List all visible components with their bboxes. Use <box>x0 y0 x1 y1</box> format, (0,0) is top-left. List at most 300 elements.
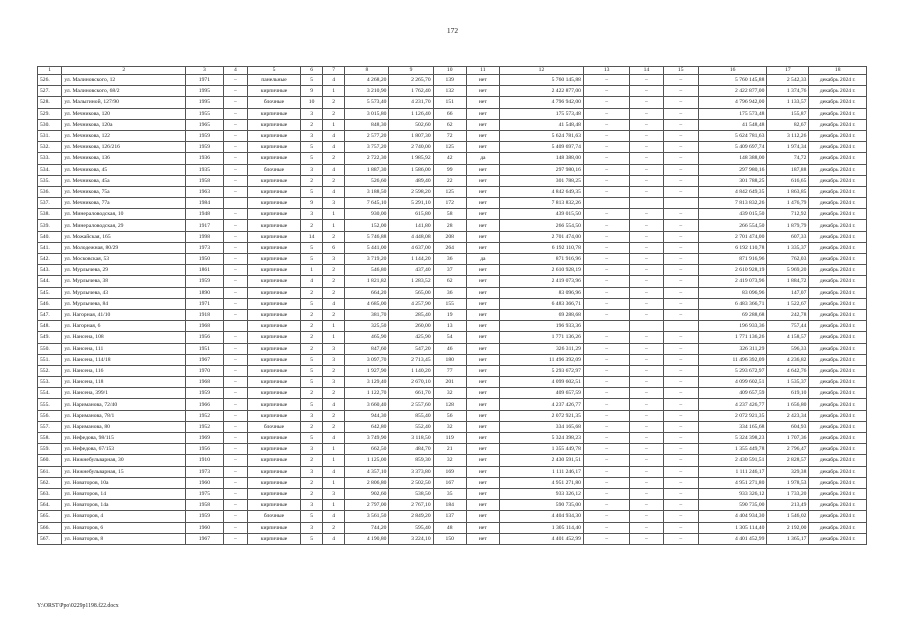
table-cell: – <box>630 75 663 86</box>
table-cell: ул. Малиновского, 12 <box>62 75 186 86</box>
table-cell: нет <box>466 433 499 444</box>
table-cell: 549. <box>38 332 62 343</box>
table-row <box>38 399 867 410</box>
table-cell: ул. Нариманова, 72/40 <box>62 399 186 410</box>
table-cell: – <box>223 97 247 108</box>
table-cell: – <box>583 500 629 511</box>
table-cell: 13 <box>433 321 466 332</box>
table-cell: 2 423,34 <box>767 410 809 421</box>
table-cell: 1959 <box>186 130 224 141</box>
table-row <box>38 309 867 320</box>
table-cell: 2 419 073,96 <box>698 276 767 287</box>
table-cell: 266 554,50 <box>499 220 583 231</box>
table-cell: 4 268,20 <box>345 75 389 86</box>
table-cell: 5 <box>301 399 323 410</box>
table-cell: декабрь 2024 г. <box>809 220 867 231</box>
table-cell: блочные <box>248 511 301 522</box>
table-cell: 1 126,40 <box>389 108 433 119</box>
table-cell: – <box>223 75 247 86</box>
table-cell: 41 548,48 <box>698 119 767 130</box>
table-cell: – <box>630 86 663 97</box>
table-cell: – <box>223 421 247 432</box>
table-cell: 3 <box>323 488 345 499</box>
table-cell: – <box>663 410 698 421</box>
table-cell: кирпичные <box>248 399 301 410</box>
table-cell: 439 015,50 <box>698 209 767 220</box>
column-header: 9 <box>389 67 433 75</box>
table-cell: – <box>583 488 629 499</box>
table-cell: ул. Мечникова, 75а <box>62 186 186 197</box>
table-cell: нет <box>466 354 499 365</box>
column-header: 5 <box>248 67 301 75</box>
table-cell: 502,60 <box>389 119 433 130</box>
table-cell: декабрь 2024 г. <box>809 365 867 376</box>
table-cell: 1 <box>323 477 345 488</box>
table-cell: 530. <box>38 119 62 130</box>
table-cell: – <box>663 388 698 399</box>
table-cell: 6 483 366,71 <box>499 298 583 309</box>
table-cell: – <box>583 153 629 164</box>
table-cell: ул. Нагорная, 6 <box>62 321 186 332</box>
table-cell: 551. <box>38 354 62 365</box>
table-cell: 3 224,10 <box>389 533 433 544</box>
table-cell: 4 <box>323 399 345 410</box>
table-row <box>38 365 867 376</box>
table-cell: 1959 <box>186 388 224 399</box>
table-cell: 242,78 <box>767 309 809 320</box>
table-cell: – <box>583 231 629 242</box>
column-header: 3 <box>186 67 224 75</box>
table-cell: декабрь 2024 г. <box>809 153 867 164</box>
table-cell: декабрь 2024 г. <box>809 433 867 444</box>
table-cell: 533. <box>38 153 62 164</box>
table-cell: – <box>663 399 698 410</box>
table-cell: 3 118,50 <box>389 433 433 444</box>
table-cell: 4 842 649,35 <box>698 186 767 197</box>
table-cell: декабрь 2024 г. <box>809 477 867 488</box>
table-cell: 3 <box>323 198 345 209</box>
table-cell: кирпичные <box>248 500 301 511</box>
table-cell: – <box>223 265 247 276</box>
table-cell: 526,60 <box>345 175 389 186</box>
table-cell: 2 <box>301 343 323 354</box>
table-cell: кирпичные <box>248 522 301 533</box>
table-cell: 1959 <box>186 511 224 522</box>
table-cell: декабрь 2024 г. <box>809 410 867 421</box>
table-cell: ул. Нижнебульварная, 15 <box>62 466 186 477</box>
table-cell: 541. <box>38 242 62 253</box>
table-cell: 2 <box>301 477 323 488</box>
table-cell: 4 <box>323 466 345 477</box>
table-cell: – <box>223 242 247 253</box>
table-cell: 1 476,79 <box>767 198 809 209</box>
table-cell: 607,33 <box>767 231 809 242</box>
table-cell: нет <box>466 198 499 209</box>
table-cell: ул. Мечникова, 136 <box>62 153 186 164</box>
table-cell: 5 293 672,97 <box>698 365 767 376</box>
table-row <box>38 321 867 332</box>
table-cell: ул. Нариманова, 80 <box>62 421 186 432</box>
housing-register-table <box>37 66 867 545</box>
table-cell: 1935 <box>186 164 224 175</box>
table-cell: 264 <box>433 242 466 253</box>
table-cell: 902,60 <box>345 488 389 499</box>
table-cell: 1958 <box>186 175 224 186</box>
table-cell: нет <box>466 220 499 231</box>
table-cell: 1 586,00 <box>389 164 433 175</box>
table-cell: 4 401 452,99 <box>698 533 767 544</box>
table-cell: – <box>223 500 247 511</box>
table-cell: 848,30 <box>345 119 389 130</box>
table-cell: 534. <box>38 164 62 175</box>
table-cell: 5 746,88 <box>345 231 389 242</box>
table-cell: 11 496 392,09 <box>499 354 583 365</box>
table-cell: 2 422 877,00 <box>499 86 583 97</box>
table-cell: 2 <box>301 309 323 320</box>
table-cell: 1 111 246,17 <box>698 466 767 477</box>
table-cell: 2 <box>323 231 345 242</box>
table-cell: 152,00 <box>345 220 389 231</box>
table-cell: – <box>223 455 247 466</box>
table-cell: декабрь 2024 г. <box>809 86 867 97</box>
table-cell: 557. <box>38 421 62 432</box>
table-cell: – <box>583 533 629 544</box>
table-cell: 334 165,68 <box>698 421 767 432</box>
table-cell: 5 <box>301 186 323 197</box>
table-cell: – <box>630 500 663 511</box>
table-cell: 545. <box>38 287 62 298</box>
table-cell: 642,80 <box>345 421 389 432</box>
table-cell: – <box>583 164 629 175</box>
table-cell: 1963 <box>186 186 224 197</box>
table-cell: 2 419 073,96 <box>499 276 583 287</box>
table-cell: – <box>663 119 698 130</box>
table-cell: 1 <box>323 444 345 455</box>
table-cell: 1966 <box>186 399 224 410</box>
table-cell: 1967 <box>186 533 224 544</box>
table-cell: декабрь 2024 г. <box>809 309 867 320</box>
table-cell: 1861 <box>186 265 224 276</box>
table-cell: – <box>630 309 663 320</box>
table-cell: декабрь 2024 г. <box>809 119 867 130</box>
table-cell: 5 760 145,88 <box>499 75 583 86</box>
table-cell: – <box>663 477 698 488</box>
table-cell: нет <box>466 522 499 533</box>
table-cell: кирпичные <box>248 332 301 343</box>
table-cell: – <box>630 488 663 499</box>
table-cell: 1 <box>323 332 345 343</box>
table-cell: 6 192 110,78 <box>698 242 767 253</box>
table-cell: 6 483 366,71 <box>698 298 767 309</box>
table-cell: 2 <box>323 421 345 432</box>
table-cell: кирпичные <box>248 343 301 354</box>
table-cell: – <box>663 153 698 164</box>
table-row <box>38 130 867 141</box>
table-cell: 10 <box>301 97 323 108</box>
table-cell: 2 <box>301 287 323 298</box>
table-cell: 2 740,00 <box>389 142 433 153</box>
table-cell <box>630 198 663 209</box>
table-cell: 615,80 <box>389 209 433 220</box>
column-header: 14 <box>630 67 663 75</box>
table-cell: 762,03 <box>767 254 809 265</box>
table-cell: 565,00 <box>389 287 433 298</box>
table-cell: – <box>583 86 629 97</box>
table-cell: кирпичные <box>248 477 301 488</box>
table-cell: 3 210,90 <box>345 86 389 97</box>
table-cell: 1 125,00 <box>345 455 389 466</box>
table-cell: нет <box>466 399 499 410</box>
table-cell: 128 <box>433 399 466 410</box>
table-cell: – <box>630 119 663 130</box>
table-cell: 4 404 934,30 <box>698 511 767 522</box>
table-cell: нет <box>466 175 499 186</box>
table-cell: 538,50 <box>389 488 433 499</box>
table-cell: 35 <box>433 488 466 499</box>
table-cell: панельные <box>248 75 301 86</box>
table-cell: 3 188,50 <box>345 186 389 197</box>
table-cell: кирпичные <box>248 444 301 455</box>
table-cell: – <box>583 354 629 365</box>
table-cell: 1 305 114,40 <box>499 522 583 533</box>
table-cell: 326 311,29 <box>698 343 767 354</box>
table-cell: 1975 <box>186 488 224 499</box>
table-cell: 1 355 449,78 <box>499 444 583 455</box>
table-cell: – <box>663 298 698 309</box>
table-cell: декабрь 2024 г. <box>809 231 867 242</box>
table-cell: 2 <box>301 332 323 343</box>
table-cell: 4 <box>323 142 345 153</box>
table-row <box>38 186 867 197</box>
column-header: 12 <box>499 67 583 75</box>
table-cell: ул. Нижнебульварная, 30 <box>62 455 186 466</box>
table-cell: 151 <box>433 97 466 108</box>
table-cell: 535. <box>38 175 62 186</box>
table-cell: – <box>663 164 698 175</box>
table-cell: 4 <box>323 75 345 86</box>
table-cell: 4 642,76 <box>767 365 809 376</box>
table-cell: кирпичные <box>248 142 301 153</box>
table-cell: – <box>630 142 663 153</box>
table-cell: – <box>223 298 247 309</box>
table-cell: 2 610 928,19 <box>499 265 583 276</box>
table-cell: – <box>663 444 698 455</box>
table-cell: 616,65 <box>767 175 809 186</box>
table-cell: 2 701 474,00 <box>499 231 583 242</box>
table-cell: – <box>630 332 663 343</box>
table-cell: кирпичные <box>248 388 301 399</box>
table-cell: 529. <box>38 108 62 119</box>
table-cell: 757,44 <box>767 321 809 332</box>
table-cell: 11 496 392,09 <box>698 354 767 365</box>
table-cell: кирпичные <box>248 209 301 220</box>
table-cell: ул. Московская, 53 <box>62 254 186 265</box>
table-cell: нет <box>466 500 499 511</box>
table-cell: 2 849,20 <box>389 511 433 522</box>
table-row <box>38 108 867 119</box>
table-cell: 590 735,00 <box>499 500 583 511</box>
table-cell: 1973 <box>186 242 224 253</box>
table-cell: – <box>583 287 629 298</box>
table-cell: – <box>583 209 629 220</box>
table-cell: 3 097,70 <box>345 354 389 365</box>
table-cell: ул. Нансена, 399/1 <box>62 388 186 399</box>
table-cell: 58 <box>433 209 466 220</box>
table-cell: ул. Мечникова, 45а <box>62 175 186 186</box>
table-cell: нет <box>466 377 499 388</box>
table-cell: 3 <box>301 466 323 477</box>
table-cell: 3 015,80 <box>345 108 389 119</box>
table-cell: нет <box>466 421 499 432</box>
table-cell: 297 980,16 <box>499 164 583 175</box>
table-cell: нет <box>466 119 499 130</box>
table-cell: 5 <box>301 153 323 164</box>
table-cell: декабрь 2024 г. <box>809 287 867 298</box>
table-cell: 2 502,50 <box>389 477 433 488</box>
table-cell: – <box>583 466 629 477</box>
table-cell: кирпичные <box>248 153 301 164</box>
table-cell: 148 388,00 <box>499 153 583 164</box>
table-cell: 1956 <box>186 332 224 343</box>
table-cell: 484,70 <box>389 444 433 455</box>
table-cell: 1 283,52 <box>389 276 433 287</box>
table-cell: 132 <box>433 86 466 97</box>
table-cell: – <box>583 477 629 488</box>
table-cell: 2 <box>323 388 345 399</box>
table-cell: 1 762,40 <box>389 86 433 97</box>
table-cell: 213,49 <box>767 500 809 511</box>
table-cell: – <box>630 444 663 455</box>
table-cell: 712,92 <box>767 209 809 220</box>
table-cell: да <box>466 153 499 164</box>
table-cell: – <box>663 488 698 499</box>
table-cell: 1936 <box>186 153 224 164</box>
table-cell: 540. <box>38 231 62 242</box>
table-row <box>38 254 867 265</box>
table-cell: ул. Можайская, 165 <box>62 231 186 242</box>
table-cell: 5 293 672,97 <box>499 365 583 376</box>
table-cell: 4 237 426,77 <box>499 399 583 410</box>
table-cell: 1 <box>323 500 345 511</box>
table-row <box>38 511 867 522</box>
table-cell: 4 448,08 <box>389 231 433 242</box>
table-cell: 297 980,16 <box>698 164 767 175</box>
table-cell: 855,40 <box>389 410 433 421</box>
table-cell: 3 <box>301 209 323 220</box>
table-cell: кирпичные <box>248 410 301 421</box>
table-cell: 556. <box>38 410 62 421</box>
table-cell: – <box>583 108 629 119</box>
table-cell: ул. Мечникова, 77а <box>62 198 186 209</box>
table-cell: 1 <box>301 265 323 276</box>
table-cell: 527. <box>38 86 62 97</box>
table-cell: 3 <box>301 410 323 421</box>
table-cell: 3 <box>323 377 345 388</box>
table-cell: нет <box>466 455 499 466</box>
table-cell: 547. <box>38 309 62 320</box>
table-cell: – <box>223 477 247 488</box>
table-cell: 2 <box>301 488 323 499</box>
table-cell: – <box>583 175 629 186</box>
table-cell: 1 374,76 <box>767 86 809 97</box>
table-cell: декабрь 2024 г. <box>809 198 867 209</box>
table-row <box>38 265 867 276</box>
table-cell: декабрь 2024 г. <box>809 533 867 544</box>
table-cell: 2 <box>301 321 323 332</box>
table-cell: 2 <box>323 410 345 421</box>
table-cell: декабрь 2024 г. <box>809 130 867 141</box>
table-cell: 1890 <box>186 287 224 298</box>
table-cell: 1995 <box>186 97 224 108</box>
table-cell: ул. Новаторов, 6 <box>62 522 186 533</box>
table-cell: 69 288,68 <box>698 309 767 320</box>
table-cell: 285,40 <box>389 309 433 320</box>
table-cell: 662,50 <box>345 444 389 455</box>
table-cell: ул. Новаторов, 4 <box>62 511 186 522</box>
table-cell: ул. Новаторов, 14а <box>62 500 186 511</box>
table-cell: – <box>583 130 629 141</box>
table-cell: ул. Нансена, 118 <box>62 377 186 388</box>
table-cell: нет <box>466 97 499 108</box>
table-cell: – <box>223 130 247 141</box>
table-cell: – <box>583 265 629 276</box>
table-cell: 537. <box>38 198 62 209</box>
table-cell: 5 <box>301 142 323 153</box>
table-row <box>38 209 867 220</box>
table-cell: 2 542,33 <box>767 75 809 86</box>
table-cell: 528. <box>38 97 62 108</box>
table-cell: – <box>630 399 663 410</box>
table-cell: – <box>223 108 247 119</box>
table-cell: – <box>630 231 663 242</box>
table-cell: 4 158,57 <box>767 332 809 343</box>
table-cell: – <box>583 522 629 533</box>
table-cell: – <box>583 142 629 153</box>
table-cell: ул. Мечникова, 120а <box>62 119 186 130</box>
table-cell: 538. <box>38 209 62 220</box>
table-cell: 69 288,68 <box>499 309 583 320</box>
table-cell: 3 719,20 <box>345 254 389 265</box>
table-cell: – <box>223 164 247 175</box>
table-cell: 930,00 <box>345 209 389 220</box>
table-cell: 9 <box>301 86 323 97</box>
table-cell: – <box>663 75 698 86</box>
table-cell: декабрь 2024 г. <box>809 97 867 108</box>
table-cell: 196 933,36 <box>499 321 583 332</box>
table-cell: ул. Нансена, 116 <box>62 365 186 376</box>
table-cell: 148 388,00 <box>698 153 767 164</box>
table-cell: 3 749,90 <box>345 433 389 444</box>
table-cell: 3 <box>323 354 345 365</box>
table-cell: 1 546,02 <box>767 511 809 522</box>
table-cell: 5 <box>301 533 323 544</box>
table-cell: 326 311,29 <box>499 343 583 354</box>
table-cell: ул. Мурлычева, 29 <box>62 265 186 276</box>
table-cell: 409 657,59 <box>698 388 767 399</box>
table-cell: – <box>663 466 698 477</box>
table-cell: 1959 <box>186 276 224 287</box>
table-cell: – <box>630 298 663 309</box>
table-cell: 2 430 591,51 <box>698 455 767 466</box>
table-cell: – <box>630 522 663 533</box>
table-cell: 489,40 <box>389 175 433 186</box>
table-cell: – <box>583 75 629 86</box>
table-cell: 859,30 <box>389 455 433 466</box>
table-cell: нет <box>466 365 499 376</box>
table-row <box>38 175 867 186</box>
table-cell: 543. <box>38 265 62 276</box>
table-cell: 2 422 877,00 <box>698 86 767 97</box>
